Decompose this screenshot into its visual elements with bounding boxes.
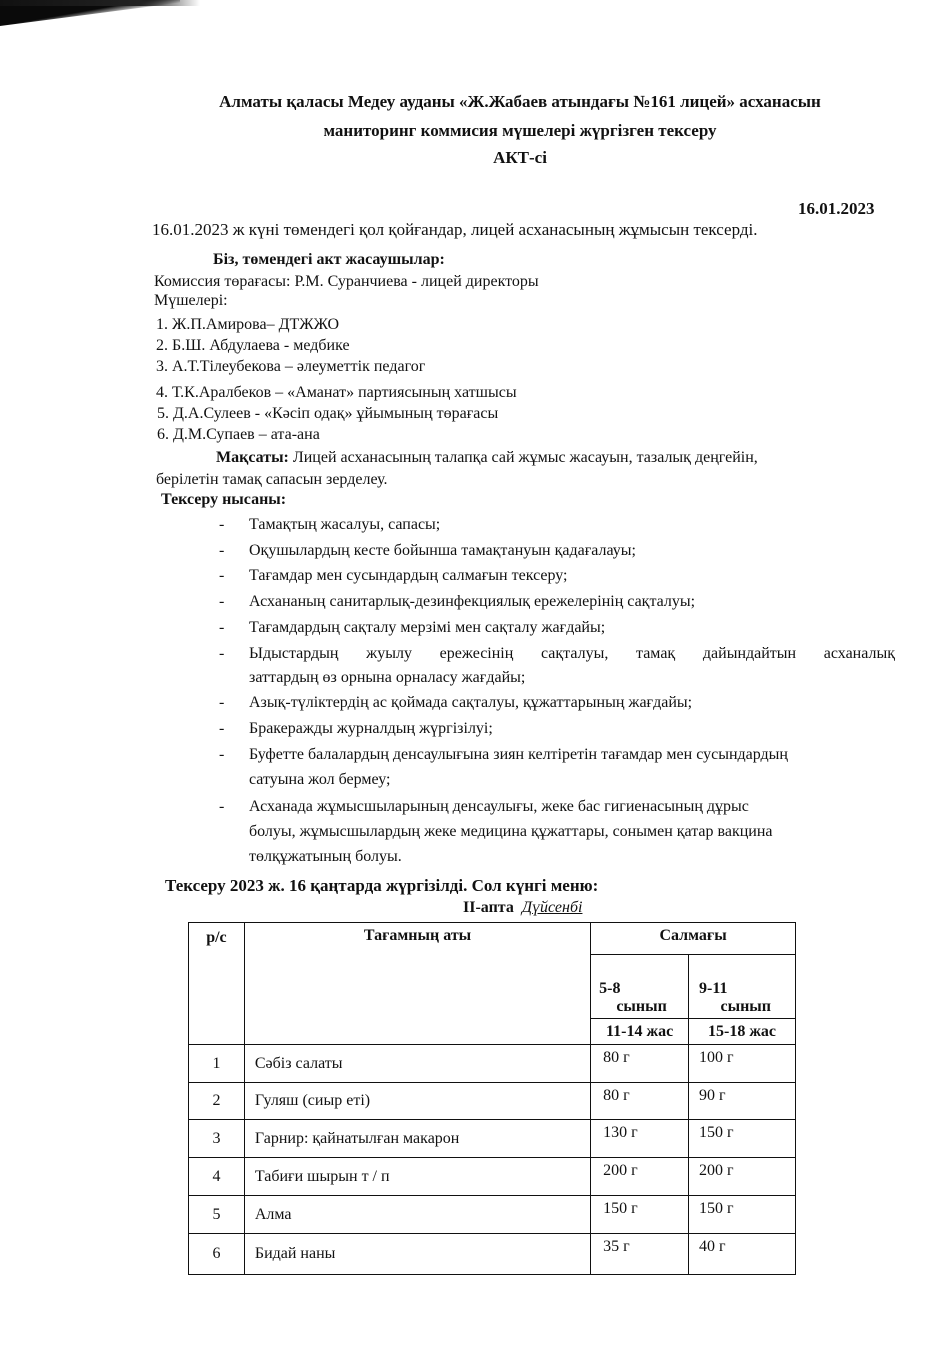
header-weight: Салмағы: [591, 923, 796, 955]
header-num: р/с: [189, 923, 245, 1045]
document-date: 16.01.2023: [798, 199, 875, 218]
group1-class: сынып: [616, 998, 667, 1015]
bullet-dash: -: [219, 542, 225, 559]
authors-heading: Біз, төмендегі акт жасаушылар:: [213, 251, 445, 268]
group2-age: 15-18 жас: [689, 1019, 796, 1045]
bullet-dash: -: [219, 645, 225, 662]
purpose-label: Мақсаты:: [216, 449, 289, 466]
menu-week: II-апта: [463, 899, 514, 916]
header-group1: [591, 955, 689, 1019]
header-group2: [689, 955, 796, 1019]
menu-heading: Тексеру 2023 ж. 16 қаңтарда жүргізілді. Сол күнгі меню:: [165, 876, 599, 895]
table-row: 6 Бидай наны 35 г 40 г: [189, 1234, 796, 1275]
group2-class: сынып: [720, 998, 771, 1015]
bullet-dash: -: [219, 593, 225, 610]
bullet-dash: -: [219, 798, 225, 815]
bullet-dash: -: [219, 619, 225, 636]
bullet-dash: -: [219, 567, 225, 584]
document-title-line1: Алматы қаласы Медеу ауданы «Ж.Жабаев атындағы №161 лицей» асханасын: [219, 92, 821, 111]
group1-grade: 5-8: [599, 980, 621, 997]
intro-sentence: 16.01.2023 ж күні төмендегі қол қойғандар, лицей асханасының жұмысын тексерді.: [152, 220, 758, 239]
members-label: Мүшелері:: [154, 292, 228, 309]
member-item: 5. Д.А.Сулеев - «Кәсіп одақ» ұйымының төрағасы: [157, 405, 499, 422]
purpose-line1: [216, 449, 758, 467]
table-row: 2 Гуляш (сиыр еті) 80 г 90 г: [189, 1083, 796, 1120]
header-dish-name: Тағамның аты: [244, 923, 590, 1045]
table-row: 1 Сәбіз салаты 80 г 100 г: [189, 1045, 796, 1083]
bullet-dash: -: [219, 694, 225, 711]
inspection-heading: Тексеру нысаны:: [161, 491, 287, 508]
scan-shadow-edge: [0, 0, 200, 6]
purpose-line2: берілетін тамақ сапасын зерделеу.: [156, 471, 388, 488]
member-item: 4. Т.К.Аралбеков – «Аманат» партиясының хатшысы: [156, 384, 517, 401]
document-title-line2: маниторинг коммисия мүшелері жүргізген тексеру: [323, 121, 717, 140]
table-row: 5 Алма 150 г 150 г: [189, 1196, 796, 1234]
menu-week-day: [463, 899, 582, 917]
bullet-dash: -: [219, 746, 225, 763]
group1-age: 11-14 жас: [591, 1019, 689, 1045]
document-title-act: АКТ-сі: [493, 148, 547, 167]
member-item: 3. А.Т.Тілеубекова – әлеуметтік педагог: [156, 358, 426, 375]
commission-chair: Комиссия төрағасы: Р.М. Суранчиева - лицей директоры: [154, 273, 539, 290]
menu-table: [188, 922, 796, 1275]
member-item: 2. Б.Ш. Абдулаева - медбике: [156, 337, 350, 354]
purpose-text: Лицей асханасының талапқа сай жұмыс жасауын, тазалық деңгейін,: [288, 449, 758, 466]
table-row: 4 Табиғи шырын т / п 200 г 200 г: [189, 1158, 796, 1196]
group2-grade: 9-11: [699, 980, 728, 997]
member-item: 1. Ж.П.Амирова– ДТЖЖО: [156, 316, 340, 333]
bullet-dash: -: [219, 516, 225, 533]
table-row: 3 Гарнир: қайнатылған макарон 130 г 150 г: [189, 1120, 796, 1158]
bullet-dash: -: [219, 720, 225, 737]
member-item: 6. Д.М.Супаев – ата-ана: [157, 426, 320, 443]
table-header-row: [189, 923, 796, 955]
menu-day: Дүйсенбі: [521, 899, 583, 916]
